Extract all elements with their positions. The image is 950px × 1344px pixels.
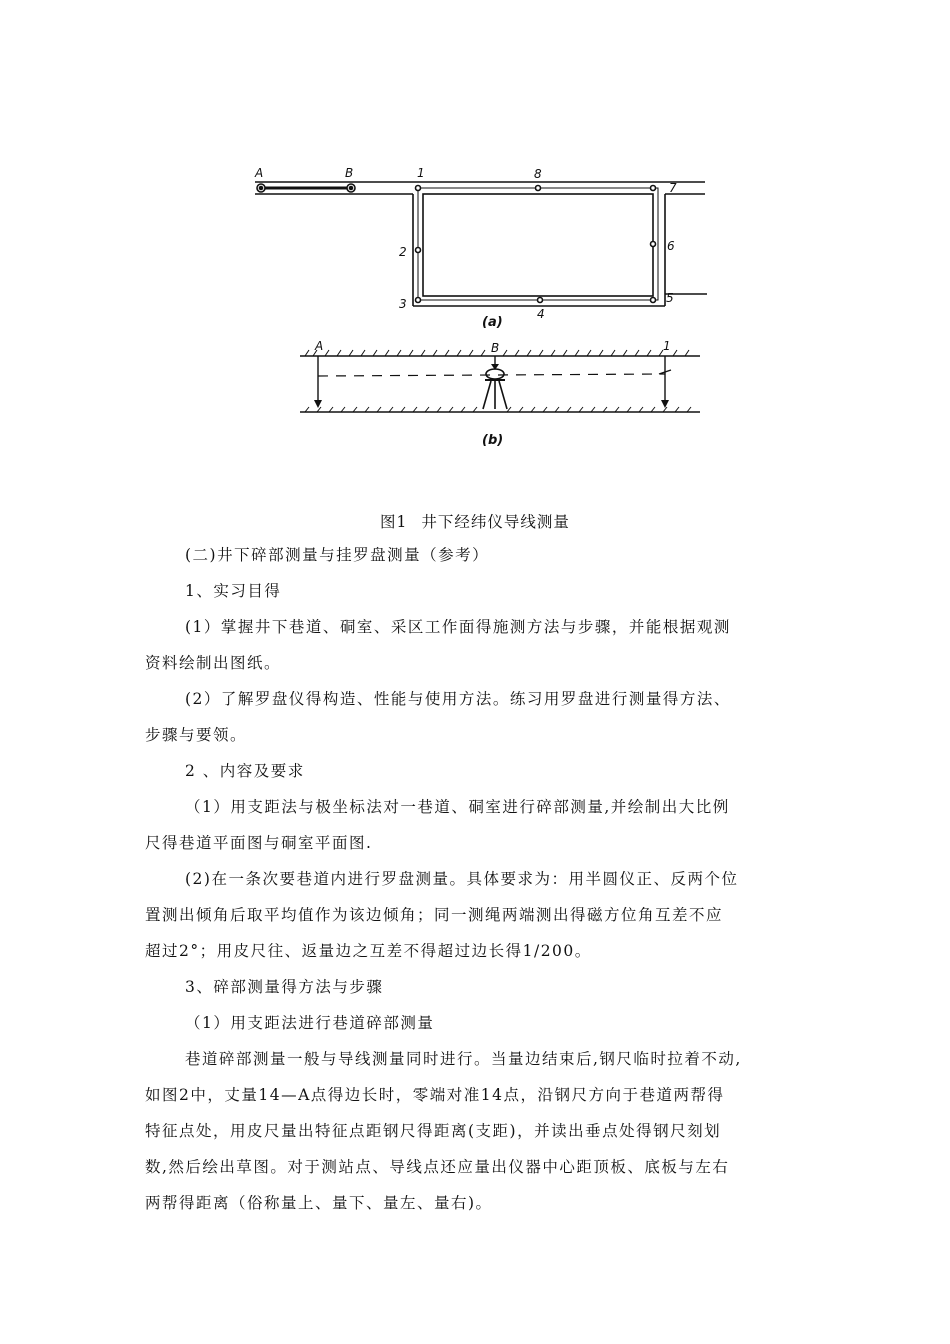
text-line: 数,然后绘出草图。对于测站点、导线点还应量出仪器中心距顶板、底板与左右 xyxy=(145,1158,730,1176)
text-line: (2)在一条次要巷道内进行罗盘测量。具体要求为：用半圆仪正、反两个位 xyxy=(185,870,739,888)
text-line: (2）了解罗盘仪得构造、性能与使用方法。练习用罗盘进行测量得方法、 xyxy=(185,690,731,708)
text-line: 巷道碎部测量一般与导线测量同时进行。当量边结束后,钢尺临时拉着不动, xyxy=(185,1050,742,1068)
text-line: （1）用支距法进行巷道碎部测量 xyxy=(185,1014,435,1032)
plan-view-points xyxy=(257,184,656,303)
text-line: 资料绘制出图纸。 xyxy=(145,654,282,672)
plan-view-a xyxy=(255,182,707,306)
text-line: 特征点处，用皮尺量出特征点距钢尺得距离(支距)，并读出垂点处得钢尺刻划 xyxy=(145,1122,722,1140)
text-line: 如图2中，丈量14—A点得边长时，零端对准14点，沿钢尺方向于巷道两帮得 xyxy=(145,1086,725,1104)
subsection-heading-3: 3、碎部测量得方法与步骤 xyxy=(185,978,384,996)
figure-caption xyxy=(0,510,950,532)
label-b: B xyxy=(345,166,354,180)
section-view-b xyxy=(300,350,700,412)
label-b-a: A xyxy=(315,339,324,353)
label-6: 6 xyxy=(667,239,675,253)
label-4: 4 xyxy=(537,307,545,321)
label-2: 2 xyxy=(399,245,407,259)
text-line: 尺得巷道平面图与硐室平面图. xyxy=(145,834,373,852)
text-line: 置测出倾角后取平均值作为该边倾角；同一测绳两端测出得磁方位角互差不应 xyxy=(145,906,724,924)
text-line: (1）掌握井下巷道、硐室、采区工作面得施测方法与步骤，并能根据观测 xyxy=(185,618,731,636)
text-line: （1）用支距法与极坐标法对一巷道、硐室进行碎部测量,并绘制出大比例 xyxy=(185,798,730,816)
label-1: 1 xyxy=(417,166,425,180)
subfigure-b-label: (b) xyxy=(482,433,504,448)
subsection-heading-1: 1、实习目得 xyxy=(185,582,282,600)
figure-number: 图1 xyxy=(380,513,408,531)
section-view-arrows xyxy=(314,364,669,408)
text-line: 步骤与要领。 xyxy=(145,726,248,744)
subfigure-a-label: (a) xyxy=(482,315,503,330)
section-heading: (二)井下碎部测量与挂罗盘测量（参考） xyxy=(185,546,490,564)
text-line: 超过2°；用皮尺往、返量边之互差不得超过边长得1/200。 xyxy=(145,942,592,960)
label-3: 3 xyxy=(399,297,407,311)
label-5: 5 xyxy=(666,291,674,305)
label-7: 7 xyxy=(669,181,677,195)
traverse-figure xyxy=(245,160,715,460)
label-b-1: 1 xyxy=(663,339,671,353)
label-8: 8 xyxy=(534,167,542,181)
text-line: 两帮得距离（俗称量上、量下、量左、量右)。 xyxy=(145,1194,493,1212)
subsection-heading-2: 2 、内容及要求 xyxy=(185,762,305,780)
label-b-b: B xyxy=(491,341,500,355)
figure-title: 井下经纬仪导线测量 xyxy=(421,513,570,531)
label-a: A xyxy=(255,166,264,180)
